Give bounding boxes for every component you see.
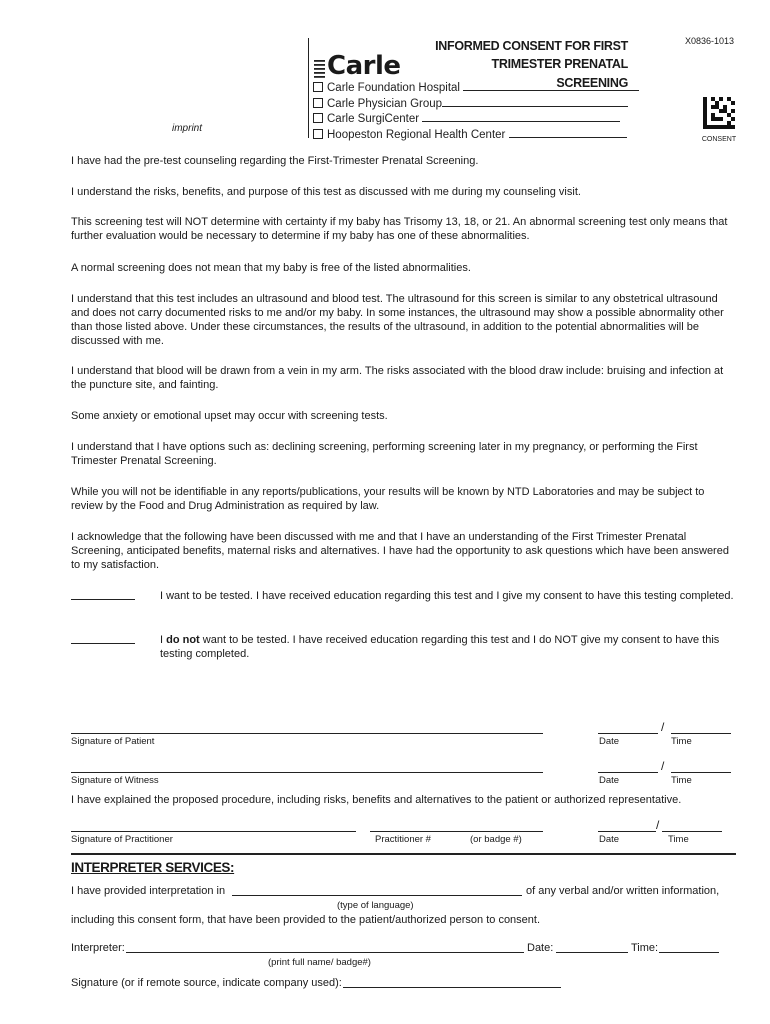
interpretation-line-1-end: of any verbal and/or written information,: [526, 885, 720, 897]
paragraph-identifiable: While you will not be identifiable in any reports/publications, your results will be known by NTD Laboratories and may be subject to review by the Food and Drug Administration as required by law.: [71, 486, 705, 512]
facility-option[interactable]: Carle SurgiCenter: [313, 111, 639, 127]
interpreter-heading: INTERPRETER SERVICES:: [71, 860, 235, 875]
paragraph-options: I understand that I have options such as: declining screening, performing screening later in my pregnancy, or performing the First Trimester Prenatal Screening.: [71, 441, 698, 467]
interpreter-signature-label: Signature (or if remote source, indicate company used):: [71, 977, 342, 989]
consent-no-initial-field[interactable]: [71, 643, 135, 644]
date-time-slash: /: [661, 720, 665, 734]
form-id: X0836-1013: [684, 36, 734, 46]
interpreter-date-label: Date:: [527, 942, 554, 954]
practitioner-number-label: Practitioner #: [375, 834, 431, 845]
practitioner-number-field[interactable]: [370, 831, 543, 832]
witness-time-field[interactable]: [671, 772, 731, 773]
witness-signature-label: Signature of Witness: [71, 775, 159, 786]
checkbox-icon[interactable]: [313, 129, 323, 139]
do-not-emphasis: do not: [166, 634, 200, 646]
practitioner-signature-label: Signature of Practitioner: [71, 834, 173, 845]
consent-yes-initial-field[interactable]: [71, 599, 135, 600]
patient-date-label: Date: [599, 736, 620, 747]
barcode-icon: [703, 97, 735, 129]
title-line-2: TRIMESTER PRENATAL: [491, 57, 628, 71]
badge-label: (or badge #): [470, 834, 522, 845]
language-field[interactable]: [232, 895, 522, 896]
facility-option[interactable]: Hoopeston Regional Health Center: [313, 127, 639, 143]
facility-list: [313, 80, 639, 142]
date-time-slash: /: [661, 759, 665, 773]
date-time-slash: /: [656, 818, 660, 832]
consent-yes-text: I want to be tested. I have received education regarding this test and I give my consent to have this testing completed.: [160, 590, 734, 602]
witness-signature-field[interactable]: [71, 772, 543, 773]
title-line-3: SCREENING: [556, 76, 628, 90]
interpreter-label: Interpreter:: [71, 942, 125, 954]
imprint-label: imprint: [172, 123, 203, 134]
practitioner-statement: I have explained the proposed procedure, including risks, benefits and alternatives to the patient or authorized representative.: [71, 794, 682, 806]
facility-option[interactable]: Carle Foundation Hospital: [313, 80, 639, 96]
witness-time-label: Time: [671, 775, 692, 786]
patient-time-field[interactable]: [671, 733, 731, 734]
patient-signature-label: Signature of Patient: [71, 736, 155, 747]
paragraph-not-certain: This screening test will NOT determine with certainty if my baby has Trisomy 13, 18, or 21. An abnormal screening test only means that further evaluation would be necessary to determine if my baby has one of these abnormalities.: [71, 216, 728, 242]
interpretation-line-2: including this consent form, that have been provided to the patient/authorized person to consent.: [71, 914, 541, 926]
interpretation-line-1: I have provided interpretation in: [71, 885, 226, 897]
checkbox-icon[interactable]: [313, 113, 323, 123]
print-name-label: (print full name/ badge#): [268, 957, 371, 968]
facility-option[interactable]: Carle Physician Group: [313, 96, 639, 112]
interpreter-name-field[interactable]: [126, 952, 524, 953]
checkbox-icon[interactable]: [313, 82, 323, 92]
interpreter-time-label: Time:: [631, 942, 659, 954]
interpreter-time-field[interactable]: [659, 952, 719, 953]
interpreter-date-field[interactable]: [556, 952, 628, 953]
paragraph-normal-screening: A normal screening does not mean that my baby is free of the listed abnormalities.: [71, 262, 471, 274]
patient-date-field[interactable]: [598, 733, 658, 734]
patient-signature-field[interactable]: [71, 733, 543, 734]
paragraph-anxiety: Some anxiety or emotional upset may occur with screening tests.: [71, 410, 388, 422]
carle-logo-text: Carle: [327, 51, 401, 81]
title-line-1: INFORMED CONSENT FOR FIRST: [435, 39, 628, 53]
witness-date-field[interactable]: [598, 772, 658, 773]
consent-no-text: I do not want to be tested. I have received education regarding this test and I do NOT give my consent to have this testing completed.: [160, 634, 720, 660]
practitioner-signature-field[interactable]: [71, 831, 356, 832]
checkbox-icon[interactable]: [313, 98, 323, 108]
header-divider: [308, 38, 309, 138]
practitioner-date-field[interactable]: [598, 831, 656, 832]
paragraph-risks: I understand the risks, benefits, and purpose of this test as discussed with me during my counseling visit.: [71, 186, 581, 198]
patient-time-label: Time: [671, 736, 692, 747]
carle-logo: [314, 51, 414, 82]
barcode-label: CONSENT: [701, 136, 737, 143]
practitioner-time-field[interactable]: [662, 831, 722, 832]
paragraph-ultrasound: I understand that this test includes an ultrasound and blood test. The ultrasound for this screen is similar to any obstetrical ultrasound and does not carry documented risks to me and/or my baby. In some instances, the ultrasound may show a possible abnormality other than those listed above. Under these circumstances, the results of the ultrasound, in addition to the potential abnormalities will be discussed with me.: [71, 293, 724, 347]
practitioner-date-label: Date: [599, 834, 620, 845]
paragraph-acknowledge: I acknowledge that the following have been discussed with me and that I have an understanding of the First Trimester Prenatal Screening, anticipated benefits, maternal risks and alternatives. I have had the opportunity to ask questions which have been answered to my satisfaction.: [71, 531, 729, 571]
paragraph-counseling: I have had the pre-test counseling regarding the First-Trimester Prenatal Screening.: [71, 155, 479, 167]
witness-date-label: Date: [599, 775, 620, 786]
type-of-language-label: (type of language): [337, 900, 414, 911]
section-divider: [71, 853, 736, 855]
interpreter-signature-field[interactable]: [343, 987, 561, 988]
paragraph-blood-draw: I understand that blood will be drawn from a vein in my arm. The risks associated with the blood draw include: bruising and infection at the puncture site, and fainting.: [71, 365, 724, 391]
practitioner-time-label: Time: [668, 834, 689, 845]
